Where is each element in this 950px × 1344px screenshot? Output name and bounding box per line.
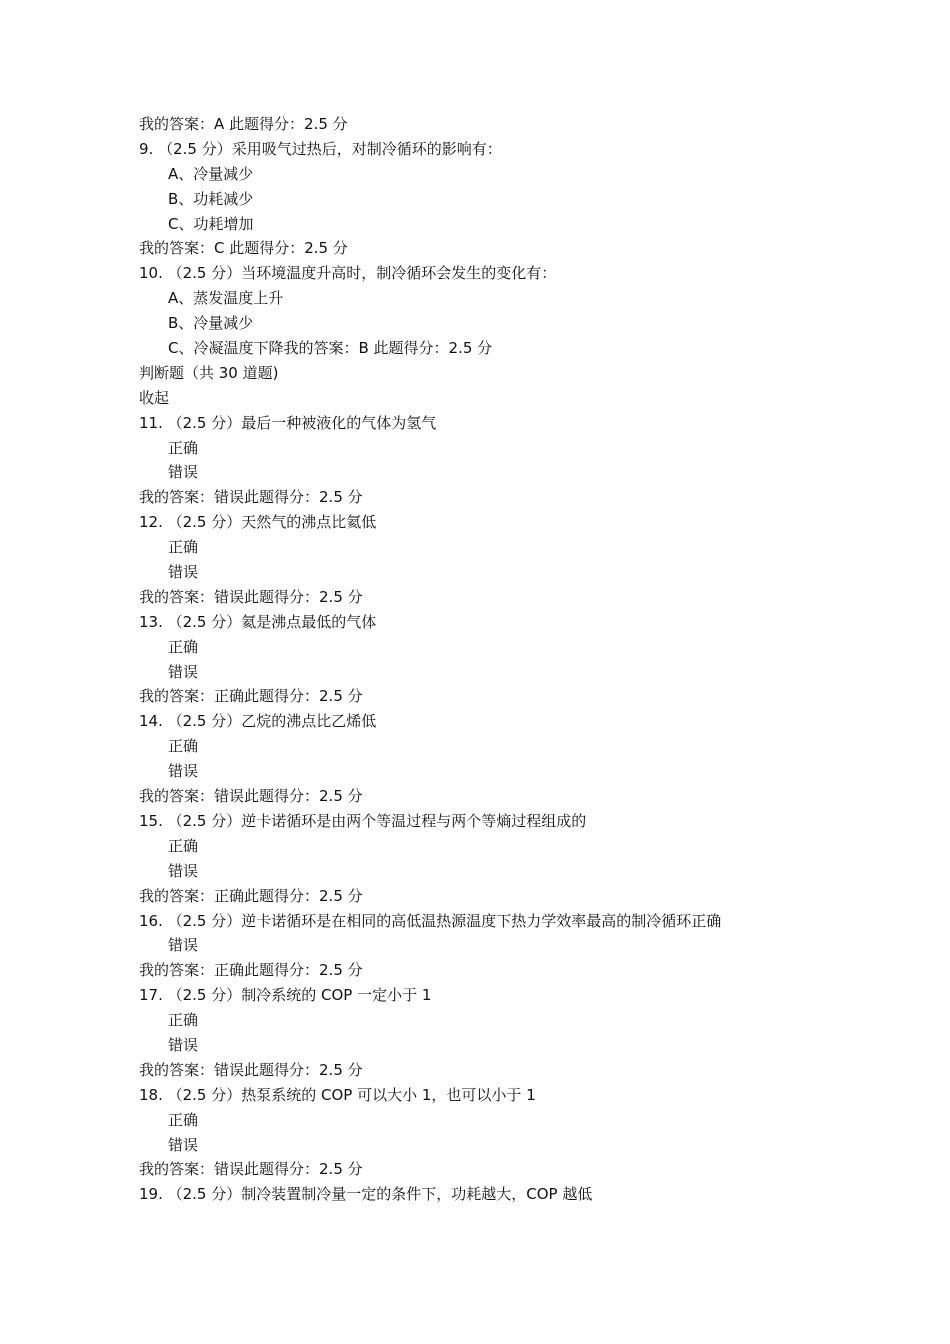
question-line: 19. （2.5 分）制冷装置制冷量一定的条件下，功耗越大，COP 越低 bbox=[139, 1185, 593, 1204]
question-line: 17. （2.5 分）制冷系统的 COP 一定小于 1 bbox=[139, 986, 432, 1005]
option-line: 正确 bbox=[168, 1110, 199, 1129]
section-heading: 判断题（共 30 道题) bbox=[139, 363, 279, 382]
option-line: 错误 bbox=[168, 1035, 199, 1054]
answer-line: 我的答案：C 此题得分：2.5 分 bbox=[139, 239, 348, 258]
option-line: B、功耗减少 bbox=[168, 189, 254, 208]
answer-line: 我的答案：A 此题得分：2.5 分 bbox=[139, 115, 348, 133]
question-line: 12. （2.5 分）天然气的沸点比氦低 bbox=[139, 513, 377, 532]
option-line: 正确 bbox=[168, 438, 199, 457]
option-line: C、功耗增加 bbox=[168, 214, 254, 233]
question-line: 14. （2.5 分）乙烷的沸点比乙烯低 bbox=[139, 712, 377, 731]
option-line: 错误 bbox=[168, 662, 199, 681]
answer-line: 我的答案：正确此题得分：2.5 分 bbox=[139, 687, 363, 706]
option-line: B、冷量减少 bbox=[168, 314, 254, 333]
answer-line: 我的答案：错误此题得分：2.5 分 bbox=[139, 787, 363, 806]
option-line: 错误 bbox=[168, 762, 199, 781]
option-line: 错误 bbox=[168, 1135, 199, 1154]
answer-line: 我的答案：错误此题得分：2.5 分 bbox=[139, 1060, 363, 1079]
question-line: 15. （2.5 分）逆卡诺循环是由两个等温过程与两个等熵过程组成的 bbox=[139, 811, 587, 830]
option-line: 错误 bbox=[168, 563, 199, 582]
answer-line: 我的答案：正确此题得分：2.5 分 bbox=[139, 961, 363, 980]
document-body bbox=[139, 112, 839, 1207]
question-line: 10. （2.5 分）当环境温度升高时，制冷循环会发生的变化有： bbox=[139, 264, 557, 283]
option-line: 正确 bbox=[168, 836, 199, 855]
collapse-link[interactable]: 收起 bbox=[139, 388, 170, 407]
answer-line: 我的答案：正确此题得分：2.5 分 bbox=[139, 886, 363, 905]
option-line: A、冷量减少 bbox=[168, 164, 254, 183]
option-line: 正确 bbox=[168, 737, 199, 756]
option-line: C、冷凝温度下降我的答案：B 此题得分：2.5 分 bbox=[168, 339, 493, 358]
answer-line: 我的答案：错误此题得分：2.5 分 bbox=[139, 587, 363, 606]
option-line: 正确 bbox=[168, 637, 199, 656]
option-line: 错误 bbox=[168, 463, 199, 482]
option-line: A、蒸发温度上升 bbox=[168, 289, 284, 308]
question-line: 13. （2.5 分）氦是沸点最低的气体 bbox=[139, 612, 377, 631]
question-line: 9. （2.5 分）采用吸气过热后，对制冷循环的影响有： bbox=[139, 139, 502, 158]
question-line: 11. （2.5 分）最后一种被液化的气体为氢气 bbox=[139, 413, 437, 432]
question-line: 18. （2.5 分）热泵系统的 COP 可以大小 1，也可以小于 1 bbox=[139, 1085, 536, 1104]
option-line: 错误 bbox=[168, 861, 199, 880]
answer-line: 我的答案：错误此题得分：2.5 分 bbox=[139, 1160, 363, 1179]
question-line: 16. （2.5 分）逆卡诺循环是在相同的高低温热源温度下热力学效率最高的制冷循环正确 bbox=[139, 911, 722, 930]
option-line: 错误 bbox=[168, 936, 199, 955]
option-line: 正确 bbox=[168, 538, 199, 557]
answer-line: 我的答案：错误此题得分：2.5 分 bbox=[139, 488, 363, 507]
option-line: 正确 bbox=[168, 1011, 199, 1030]
